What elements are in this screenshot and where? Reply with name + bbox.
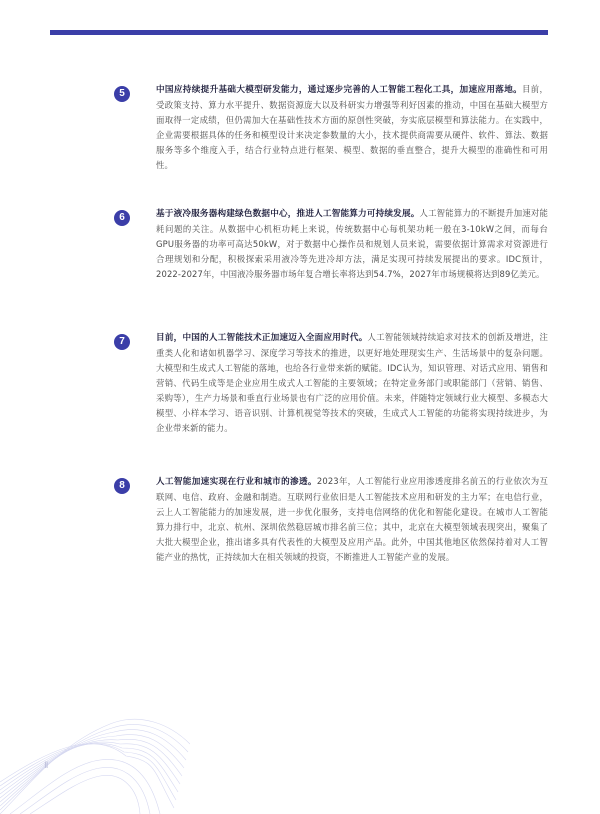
section-body: 人工智能领域持续追求对技术的创新及增进，注重类人化和诸如机器学习、深度学习等技术的推进，以更好地处理现实生产、生活场景中的复杂问题。大模型和生成式人工智能的落地，也给各行业带来新的赋能。IDC认为，知识管理、对话式应用、销售和营销、代码生成等是企业应用生成式人工智能的主要领域；在特定业务部门或职能部门（营销、销售、采购等），生产力场景和垂直行业场景也有广泛的应用价值。未来，伴随特定领域行业大模型、多模态大模型、小样本学习、语音识别、计算机视觉等技术的突破，生成式人工智能的功能将实现持续进步，为企业带来新的能力。 (156, 332, 548, 433)
section-number-badge: 6 (114, 210, 130, 226)
section-paragraph (156, 330, 548, 436)
section-lead: 中国应持续提升基础大模型研发能力，通过逐步完善的人工智能工程化工具，加速应用落地。 (156, 85, 523, 95)
section-paragraph (156, 474, 548, 565)
section-8 (119, 474, 548, 565)
section-7 (119, 330, 548, 436)
section-body: 人工智能算力的不断提升加速对能耗问题的关注。从数据中心机柜功耗上来说，传统数据中心每机架功耗一般在3-10kW之间，而每台GPU服务器的功率可高达50kW，对于数据中心操作员和规划人员来说，需要依据计算需求对资源进行合理规划和分配，积极探索采用液冷等先进冷却方法，满足实现可持续发展提出的要求。IDC预计，2022-2027年，中国液冷服务器市场年复合增长率将达到54.7%，2027年市场规模将达到89亿美元。 (156, 208, 548, 279)
section-lead: 基于液冷服务器构建绿色数据中心，推进人工智能算力可持续发展。 (156, 209, 420, 219)
section-lead: 目前，中国的人工智能技术正加速迈入全面应用时代。 (156, 333, 368, 343)
section-paragraph (156, 82, 548, 173)
section-number-badge: 7 (114, 334, 130, 350)
section-5 (119, 82, 549, 173)
header-accent-bar (50, 30, 548, 35)
section-paragraph (156, 206, 548, 282)
page-number: Ⅱ (44, 760, 49, 770)
section-lead: 人工智能加速实现在行业和城市的渗透。 (156, 477, 317, 487)
decorative-wave-pattern (0, 664, 190, 814)
section-body: 目前，受政策支持、算力水平提升、数据资源庞大以及科研实力增强等利好因素的推动，中国在基础大模型方面取得一定成绩，但仍需加大在基础性技术方面的原创性突破，夯实底层模型和算法能力。在实践中，企业需要根据具体的任务和模型设计来决定参数量的大小，技术提供商需要从硬件、软件、算法、数据服务等多个维度入手，结合行业特点进行框架、模型、数据的垂直整合，提升大模型的准确性和可用性。 (156, 84, 549, 170)
section-number-badge: 5 (114, 86, 130, 102)
section-body: 2023年，人工智能行业应用渗透度排名前五的行业依次为互联网、电信、政府、金融和制造。互联网行业依旧是人工智能技术应用和研发的主力军；在电信行业，云上人工智能能力的加速发展，进一步优化服务，支持电信网络的优化和智能化建设。在城市人工智能算力排行中，北京、杭州、深圳依然稳居城市排名前三位；其中，北京在大模型领域表现突出，聚集了大批大模型企业，推出诸多具有代表性的大模型及应用产品。此外，中国其他地区依然保持着对人工智能产业的热忱，正持续加大在相关领域的投资，不断推进人工智能产业的发展。 (156, 476, 548, 562)
section-number-badge: 8 (114, 478, 130, 494)
section-6 (119, 206, 548, 282)
